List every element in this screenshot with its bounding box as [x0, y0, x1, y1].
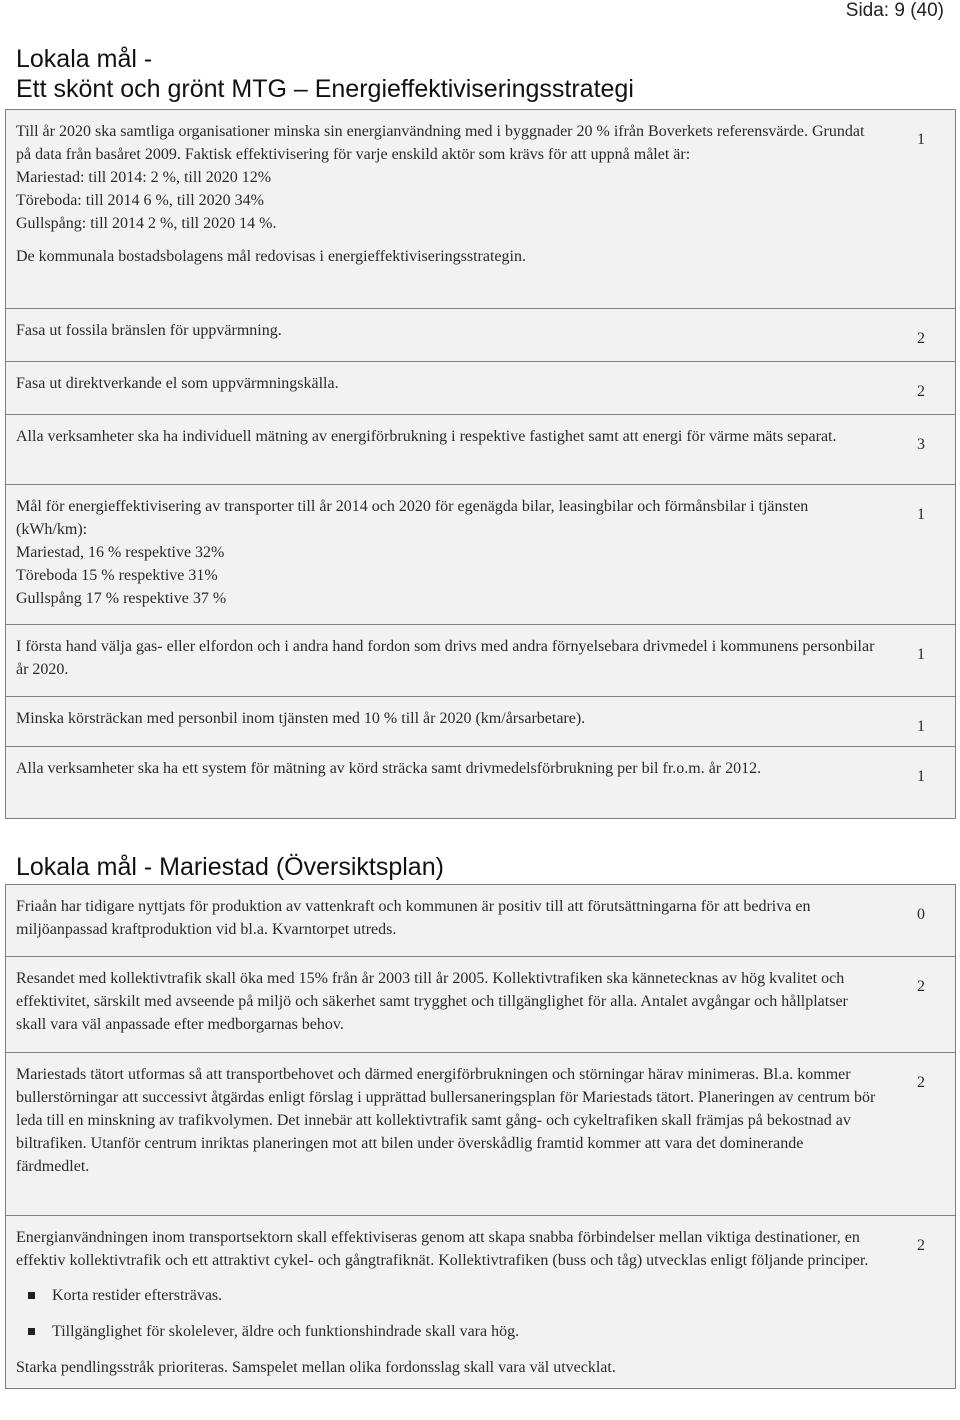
goal-paragraph: Friaån har tidigare nyttjats för produktion av vattenkraft och kommunen är positiv till att förutsättningarna för att bedriva en miljöanpassad kraftproduktion vid bl.a. Kvarntorpet utreds.: [16, 898, 811, 938]
goal-paragraph: De kommunala bostadsbolagens mål redovisas i energieffektiviseringsstrategin.: [16, 248, 526, 265]
goal-paragraph: Töreboda 15 % respektive 31%: [16, 567, 218, 584]
goal-paragraph: Mariestads tätort utformas så att transportbehovet och därmed energiförbrukningen och störningar härav minimeras. Bl.a. kommer bullerstörningar att successivt åtgärdas enligt förslag i upprättad bullersaneringsplan för Mariestads tätort. Planeringen av centrum bör leda till en minskning av trafikvolymen. Det innebär att kollektivtrafik samt gång- och cykeltrafiken skall främjas på bekostnad av biltrafiken. Utanför centrum inriktas planeringen mot att bilen under överskådlig framtid kommer att vara det dominerande färdmedlet.: [16, 1066, 876, 1175]
goal-paragraph: Alla verksamheter ska ha ett system för mätning av körd sträcka samt drivmedelsförbrukning per bil fr.o.m. år 2012.: [16, 760, 762, 777]
page-number: Sida: 9 (40): [845, 0, 944, 21]
section-title-line1: Lokala mål -: [16, 45, 153, 73]
table-row: [6, 625, 956, 697]
goal-text: [6, 309, 888, 362]
goal-rank: 1: [887, 110, 956, 309]
goal-paragraph: Fasa ut direktverkande el som uppvärmningskälla.: [16, 375, 339, 392]
goal-paragraph: Energianvändningen inom transportsektorn skall effektiviseras genom att skapa snabba förbindelser mellan viktiga destinationer, en effektiv kollektivtrafik och ett attraktivt cykel- och gångtrafiknät. Kollektivtrafiken (buss och tåg) utvecklas enligt följande principer.: [16, 1229, 869, 1269]
goal-rank: 1: [887, 625, 956, 697]
goal-text: [6, 1053, 888, 1216]
goal-rank: 2: [887, 362, 956, 415]
table-row: [6, 747, 956, 819]
section-title-energy-strategy: [0, 44, 634, 104]
goal-rank: 1: [887, 697, 956, 747]
table-row: [6, 957, 956, 1053]
goal-paragraph: Starka pendlingsstråk prioriteras. Samspelet mellan olika fordonsslag skall vara väl utvecklat.: [16, 1359, 616, 1376]
section-title-mariestad: Lokala mål - Mariestad (Översiktsplan): [16, 853, 444, 881]
goal-paragraph: Mariestad, 16 % respektive 32%: [16, 544, 225, 561]
goal-paragraph: Alla verksamheter ska ha individuell mätning av energiförbrukning i respektive fastighet samt att energi för värme mäts separat.: [16, 428, 837, 445]
goal-text: [6, 1216, 888, 1389]
table-row: [6, 697, 956, 747]
table-row: [6, 1216, 956, 1389]
table-row: [6, 485, 956, 625]
goal-rank: 1: [887, 747, 956, 819]
goal-text: [6, 362, 888, 415]
goal-paragraph: Minska körsträckan med personbil inom tjänsten med 10 % till år 2020 (km/årsarbetare).: [16, 710, 586, 727]
principles-list: [16, 1284, 879, 1343]
goal-text: [6, 747, 888, 819]
goal-text: [6, 110, 888, 309]
goals-table-energy-strategy: [5, 109, 956, 819]
goal-paragraph: Gullspång 17 % respektive 37 %: [16, 590, 227, 607]
goal-rank: 2: [887, 957, 956, 1053]
table-row: [6, 885, 956, 957]
list-item: Korta restider eftersträvas.: [16, 1284, 879, 1307]
table-row: [6, 110, 956, 309]
goal-text: [6, 885, 888, 957]
goal-paragraph: I första hand välja gas- eller elfordon och i andra hand fordon som drivs med andra förnyelsebara drivmedel i kommunens personbilar år 2020.: [16, 638, 875, 678]
goal-text: [6, 697, 888, 747]
table-row: [6, 1053, 956, 1216]
table-row: [6, 415, 956, 485]
goal-rank: 2: [887, 1216, 956, 1389]
goal-paragraph: Mål för energieffektivisering av transporter till år 2014 och 2020 för egenägda bilar, leasingbilar och förmånsbilar i tjänsten (kWh/km):: [16, 498, 809, 538]
goal-text: [6, 485, 888, 625]
goal-text: [6, 415, 888, 485]
goal-rank: 2: [887, 1053, 956, 1216]
goals-table-mariestad: [5, 884, 956, 1389]
list-item: Tillgänglighet för skolelever, äldre och funktionshindrade skall vara hög.: [16, 1320, 879, 1343]
goal-paragraph: Mariestad: till 2014: 2 %, till 2020 12%: [16, 169, 272, 186]
section-title-line2: Ett skönt och grönt MTG – Energieffektiviseringsstrategi: [16, 75, 634, 103]
goal-paragraph: Gullspång: till 2014 2 %, till 2020 14 %.: [16, 215, 277, 232]
table-row: [6, 309, 956, 362]
goal-paragraph: Töreboda: till 2014 6 %, till 2020 34%: [16, 192, 264, 209]
goal-rank: 0: [887, 885, 956, 957]
goal-paragraph: Resandet med kollektivtrafik skall öka med 15% från år 2003 till år 2005. Kollektivtrafiken ska kännetecknas av hög kvalitet och effektivitet, särskilt med avseende på miljö och säkerhet samt trygghet och tillgänglighet för alla. Antalet avgångar och hållplatser skall vara väl anpassade efter medborgarnas behov.: [16, 970, 848, 1033]
goal-paragraph: Till år 2020 ska samtliga organisationer minska sin energianvändning med i byggnader 20 % ifrån Boverkets referensvärde. Grundat på data från basåret 2009. Faktisk effektivisering för varje enskild aktör som krävs för att uppnå målet är:: [16, 123, 865, 163]
goal-text: [6, 625, 888, 697]
goal-rank: 2: [887, 309, 956, 362]
goal-paragraph: Fasa ut fossila bränslen för uppvärmning.: [16, 322, 282, 339]
goal-rank: 3: [887, 415, 956, 485]
goal-rank: 1: [887, 485, 956, 625]
table-row: [6, 362, 956, 415]
goal-text: [6, 957, 888, 1053]
